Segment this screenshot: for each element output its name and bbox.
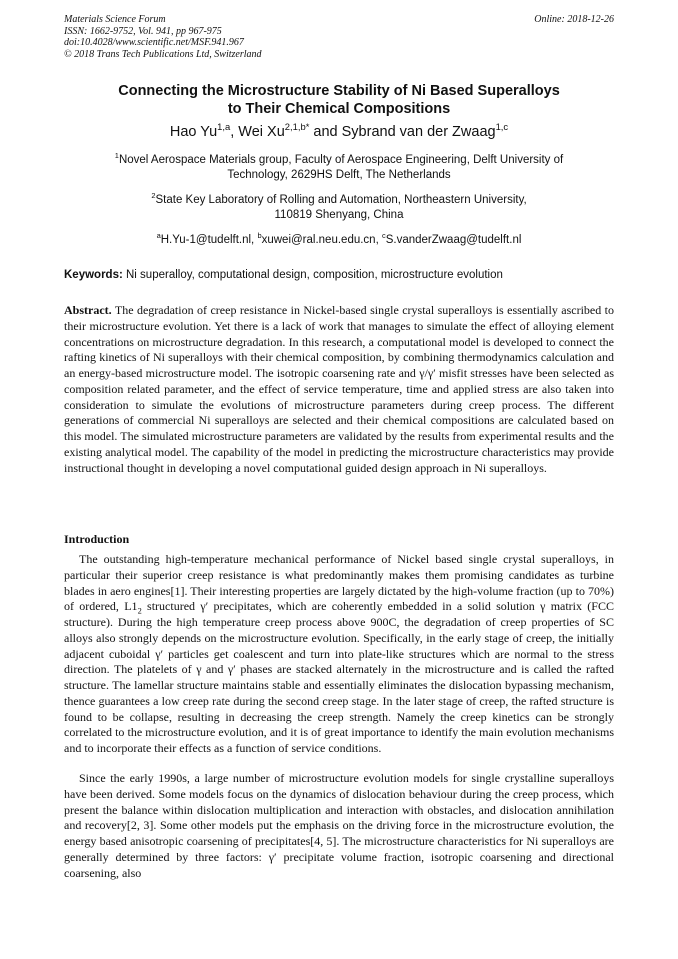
- copyright-line: © 2018 Trans Tech Publications Ltd, Switzerland: [64, 48, 262, 60]
- paragraph-text: The outstanding high-temperature mechanical performance of Nickel based single crystal superalloys, in particular their superior creep resistance is what predominantly makes them promising candidates as turbine blades in aero engines[1]. Their interesting properties are largely dictated by the high-volume fraction (up to 70%) of ordered, L1: [64, 552, 614, 614]
- email-link[interactable]: H.Yu-1@tudelft.nl,: [160, 234, 258, 246]
- keywords-text: Ni superalloy, computational design, composition, microstructure evolution: [122, 269, 503, 281]
- section-heading-introduction: Introduction: [64, 532, 130, 546]
- author-name: Hao Yu: [169, 124, 218, 140]
- author-superscript: 2,1,b*: [284, 121, 310, 133]
- affiliation-text: State Key Laboratory of Rolling and Automation, Northeastern University,: [155, 194, 527, 206]
- issn-line: ISSN: 1662-9752, Vol. 941, pp 967-975: [64, 25, 222, 37]
- author-separator: ,: [230, 124, 239, 140]
- journal-header: [64, 14, 262, 60]
- title-line-2: to Their Chemical Compositions: [227, 101, 451, 117]
- email-link[interactable]: xuwei@ral.neu.edu.cn,: [261, 234, 382, 246]
- email-marker: a: [156, 231, 161, 241]
- affiliation-text: 110819 Shenyang, China: [274, 208, 404, 221]
- abstract: [64, 303, 614, 476]
- email-link[interactable]: S.vanderZwaag@tudelft.nl: [385, 234, 522, 246]
- author-list: [64, 123, 614, 141]
- journal-name: Materials Science Forum: [64, 14, 166, 25]
- paper-title: [64, 82, 614, 118]
- affiliation-marker: 1: [114, 151, 119, 161]
- paragraph-text: structured γ′ precipitates, which are coherently embedded in a solid solution γ matrix (FCC structure). During the high temperature creep process above 900C, the degradation of creep properties of SC alloys also strongly depends on the microstructure evolution. Specifically, in the early stage of creep, the initially adjacent cuboidal γ′ particles get coalescent and turn into plate-like structures which are normal to the stress direction. The platelets of γ and γ′ phases are stacked alternately in the microstructure and is called the rafted structure. The lamellar structure maintains stable and essentially eliminates the dislocation bypassing mechanism, thence guarantees a low creep rate during the second creep stage. In the later stage of creep, the rafted structure is found to be collapse, resulting in decreasing the creep strength. Namely the creep kinetics can be strongly correlated to the microstructure evolution, and it is of great importance to identify the main evolution mechanisms and to incorporate their effects as a function of service conditions.: [64, 599, 614, 755]
- email-list: [64, 233, 614, 248]
- author-name: Wei Xu: [238, 124, 285, 140]
- online-date: Online: 2018-12-26: [534, 14, 614, 25]
- title-line-1: Connecting the Microstructure Stability of Ni Based Superalloys: [118, 83, 560, 99]
- abstract-label: Abstract.: [64, 303, 112, 317]
- affiliation-marker: 2: [151, 191, 156, 201]
- author-superscript: 1,c: [495, 121, 509, 133]
- affiliation-text: Novel Aerospace Materials group, Faculty of Aerospace Engineering, Delft University of: [118, 154, 564, 166]
- author-separator: and: [309, 124, 342, 140]
- author-superscript: 1,a: [217, 121, 231, 133]
- abstract-text: The degradation of creep resistance in Nickel-based single crystal superalloys is essentially ascribed to their microstructure evolution. Yet there is a lack of work that manages to simulate the effect of alloying element concentrations on microstructure degradation. In this research, a computational model is developed to connect the rafting kinetics of Ni superalloys with their chemical composition, by combining thermodynamics calculation and an energy-based microstructure model. The isotropic coarsening rate and γ/γ′ misfit stresses have been selected as composition related parameter, and the effect of service temperature, time and applied stress are also taken into consideration to simulate the evolutions of microstructure parameters during creep process. The different generations of commercial Ni superalloys are selected and their chemical compositions are calculated based on this model. The simulated microstructure parameters are validated by the results from experimental results and the existing analytical model. The capability of the model in predicting the microstructure characteristics may provide instructional thought in developing a novel computational guided design approach in Ni superalloys.: [64, 303, 614, 475]
- keywords-label: Keywords:: [64, 269, 123, 281]
- doi-line: doi:10.4028/www.scientific.net/MSF.941.967: [64, 37, 244, 48]
- email-marker: b: [257, 231, 262, 241]
- subscript: 2: [137, 606, 142, 616]
- intro-paragraph-2: Since the early 1990s, a large number of microstructure evolution models for single crystalline superalloys have been derived. Some models focus on the dynamics of dislocation behaviour during the creep process, which present the balance within dislocation multiplication and interaction with obstacles, and dislocation annihilation and recovery[2, 3]. Some other models put the emphasis on the driving force in the microstructure evolution, the energy based anisotropic coarsening of precipitates[4, 5]. The microstructure characteristics for Ni superalloys are generally determined by three factors: γ′ precipitate volume fraction, isotropic coarsening and directional coarsening, also: [64, 771, 614, 880]
- affiliation-text: Technology, 2629HS Delft, The Netherlands: [227, 168, 451, 181]
- affiliation-1: [64, 153, 614, 182]
- intro-paragraph-1: [64, 552, 614, 757]
- keywords: [64, 268, 614, 282]
- email-marker: c: [381, 231, 386, 241]
- author-name: Sybrand van der Zwaag: [341, 124, 496, 140]
- affiliation-2: [64, 193, 614, 222]
